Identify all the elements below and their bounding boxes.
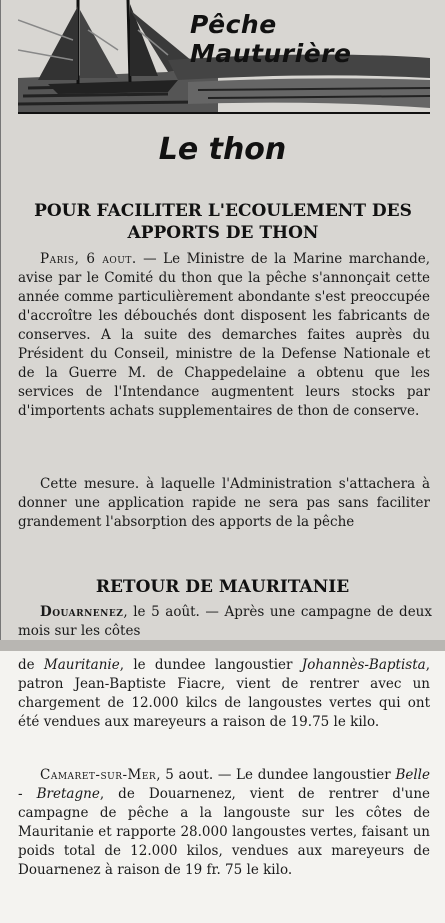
article2-paragraph-1 xyxy=(18,656,430,732)
paragraph-text: , 5 aout. — Le dundee langoustier xyxy=(156,767,396,783)
paragraph-text: , le 5 août. — Après une campagne de deux mois sur les côtes xyxy=(18,604,432,639)
paragraph-text: — Le Ministre de la Marine marchande, avise par le Comité du thon que la pêche s'annonçait cette année comme particulièrement abondante s'est preoccupée d'accroître les débouchés dont disposent les fabricants de conserves. A la suite des demarches faites auprès du Président du Conseil, ministre de la Defense Nationale et de la Guerre M. de Chappedelaine a obtenu que les services de l'Intendance augmentent leurs stocks par d'importents achats supplementaires de thon de conserve. xyxy=(18,251,430,419)
paragraph-text: de xyxy=(18,657,44,673)
article1-paragraph-2: Cette mesure. à laquelle l'Administration s'attachera à donner une application rapide ne sera pas sans faciliter grandement l'absorption des apports de la pêche xyxy=(18,476,430,530)
paragraph-text: , de Douarnenez, vient de rentrer d'une campagne de pêche a la langouste sur les côtes de Mauritanie et rapporte 28.000 langoustes vertes, faisant un poids total de 12.000 kilos, vendues aux mareyeurs de Douarnenez à raison de 19 fr. 75 le kilo. xyxy=(18,786,431,878)
article2-paragraph-2 xyxy=(18,766,430,880)
article-subheadline: RETOUR DE MAURITANIE xyxy=(95,577,350,597)
dateline: Camaret-sur-Mer xyxy=(40,767,157,783)
place-name: Mauritanie xyxy=(43,657,120,673)
dateline: Douarnenez xyxy=(40,604,124,620)
boat-name: Belle - Bretagne xyxy=(18,767,430,802)
dateline: Paris, 6 aout. xyxy=(40,251,137,267)
boat-name: Johannès-Baptista xyxy=(301,657,426,673)
paragraph-text: , patron Jean-Baptiste Fiacre, vient de rentrer avec un chargement de 12.000 kilcs de langoustes vertes qui ont été vendues aux mareyeurs a raison de 19.75 le kilo. xyxy=(18,657,430,730)
masthead-title: Pêche Mauturière xyxy=(190,10,352,68)
article2-paragraph-1-lead xyxy=(18,603,432,641)
masthead xyxy=(18,0,430,114)
section-title: Le thon xyxy=(158,132,287,167)
paragraph-text: , le dundee langoustier xyxy=(119,657,302,673)
article1-paragraph-1 xyxy=(18,250,430,421)
article-headline: POUR FACILITER L'ECOULEMENT DES APPORTS DE THON xyxy=(34,201,412,243)
